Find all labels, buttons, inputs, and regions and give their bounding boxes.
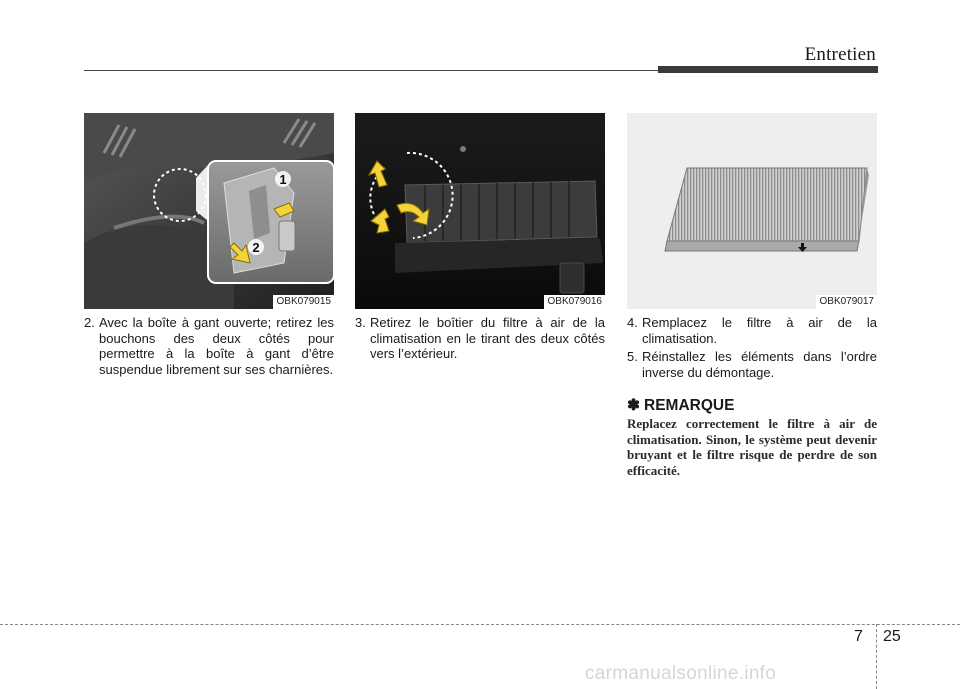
air-filter-photo	[627, 113, 877, 309]
figure-glove-box	[84, 113, 334, 309]
figure-code: OBK079017	[816, 295, 878, 309]
note-body: Replacez correctement le filtre à air de climatisation. Sinon, le système peut devenir bruyant et le filtre risque de perdre de son efficacité.	[627, 416, 877, 478]
note-title: REMARQUE	[644, 397, 735, 414]
step-number: 3.	[355, 315, 366, 330]
steps-4-5-column	[627, 315, 877, 380]
watermark: carmanualsonline.info	[585, 663, 777, 684]
note-heading	[627, 396, 734, 415]
header-rule-thick	[658, 66, 878, 73]
callout-1: 1	[279, 172, 287, 187]
step-text: Réinstallez les éléments dans l’ordre inverse du démontage.	[642, 349, 877, 380]
step-2-column	[84, 315, 334, 377]
step-item	[84, 315, 334, 377]
step-number: 4.	[627, 315, 638, 330]
step-number: 2.	[84, 315, 95, 330]
section-title: Entretien	[804, 44, 876, 65]
callout-2: 2	[252, 240, 260, 255]
note-asterisk-icon: ✽	[627, 397, 640, 414]
page-number: 25	[883, 628, 901, 645]
step-number: 5.	[627, 349, 638, 364]
footer-divider	[876, 624, 877, 689]
glove-box-photo	[84, 113, 334, 309]
step-3-column	[355, 315, 605, 362]
filter-housing-photo	[355, 113, 605, 309]
step-item	[627, 349, 877, 380]
figure-air-filter	[627, 113, 877, 309]
figure-code: OBK079016	[544, 295, 606, 309]
step-item	[627, 315, 877, 346]
figure-filter-housing	[355, 113, 605, 309]
step-text: Retirez le boîtier du filtre à air de la climatisation en le tirant des deux côtés vers l’extérieur.	[370, 315, 605, 361]
step-text: Avec la boîte à gant ouverte; retirez les bouchons des deux côtés pour permettre à la boîte à gant d’être suspendue librement sur ses charnières.	[99, 315, 334, 377]
step-text: Remplacez le filtre à air de la climatisation.	[642, 315, 877, 346]
chapter-number: 7	[854, 628, 863, 645]
figure-code: OBK079015	[273, 295, 335, 309]
footer-rule	[0, 624, 960, 625]
header-rule-thin	[84, 70, 662, 71]
step-item	[355, 315, 605, 362]
